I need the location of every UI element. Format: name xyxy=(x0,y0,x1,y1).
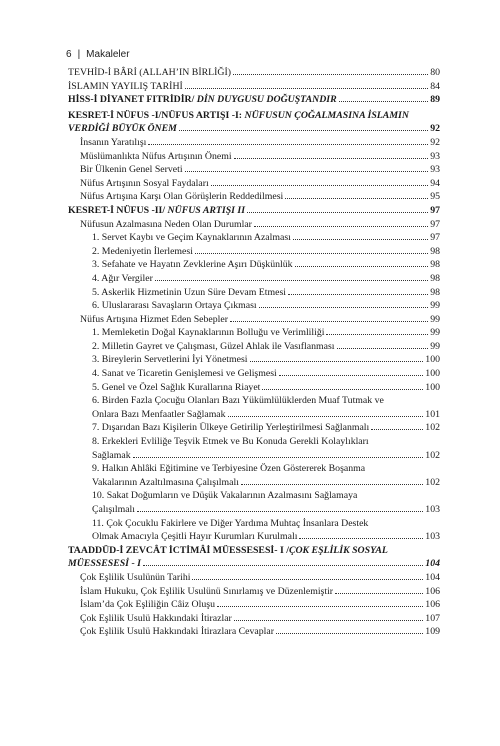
toc-entry-title: Bir Ülkenin Genel Serveti xyxy=(80,164,183,176)
toc-entry-page: 89 xyxy=(430,94,440,106)
toc-entry-page: 103 xyxy=(425,504,440,515)
toc-entry-title: 9. Halkın Ahlâki Eğitimine ve Terbiyesine Özen Göstererek Boşanma xyxy=(92,463,366,475)
toc-entry-title: KESRET-İ NÜFUS -II/ NÜFUS ARTIŞI II xyxy=(68,204,246,216)
toc-entry-title: TEVHİD-İ BÂRİ (ALLAH’IN BİRLİĞİ) xyxy=(68,67,231,78)
toc-entry-page: 107 xyxy=(425,612,440,624)
toc-entry-page: 100 xyxy=(425,368,440,380)
toc-entry-title: 6. Uluslararası Savaşların Ortaya Çıkması xyxy=(92,300,257,312)
toc-entry-title: 2. Milletin Gayret ve Çalışması, Güzel Ahlak ile Vasıflanması xyxy=(92,340,335,352)
toc-entry[interactable] xyxy=(68,353,440,367)
toc-entry[interactable]: 9. Halkın Ahlâki Eğitimine ve Terbiyesine Özen Göstererek Boşanma Vakalarının Azaltılmasına Çalışılmalı 102 xyxy=(92,463,440,488)
toc-entry[interactable] xyxy=(68,93,440,107)
toc-entry[interactable] xyxy=(68,286,440,300)
toc-entry-page: 98 xyxy=(430,286,440,298)
toc-entry-title: Nüfus Artışının Sosyal Faydaları xyxy=(80,177,209,189)
leader-dots xyxy=(185,171,429,172)
toc-entry-page: 104 xyxy=(425,558,440,570)
leader-dots xyxy=(155,280,428,281)
leader-dots xyxy=(133,457,424,458)
toc-entry[interactable] xyxy=(68,381,440,395)
toc-entry-title: 1. Servet Kaybı ve Geçim Kaynaklarının Azalması xyxy=(92,232,291,244)
page-number: 6 xyxy=(66,49,72,60)
toc-entry[interactable] xyxy=(68,625,440,639)
toc-entry-page: 80 xyxy=(430,67,440,78)
toc-entry[interactable] xyxy=(68,272,440,286)
toc-entry[interactable] xyxy=(68,571,440,585)
toc-entry-page: 93 xyxy=(430,164,440,176)
toc-entry-title: İnsanın Yaratılışı xyxy=(80,136,147,148)
leader-dots xyxy=(234,158,429,159)
toc-entry-title: 3. Bireylerin Servetlerini İyi Yönetmesi xyxy=(92,354,248,366)
leader-dots xyxy=(137,511,423,512)
toc-entry[interactable] xyxy=(68,340,440,354)
toc-entry[interactable] xyxy=(68,326,440,340)
toc-entry-page: 97 xyxy=(430,204,440,216)
toc-entry-title: 4. Ağır Vergiler xyxy=(92,272,153,284)
toc-entry-page: 104 xyxy=(425,571,440,583)
toc-entry-title: Nüfus Artışına Karşı Olan Görüşlerin Reddedilmesi xyxy=(80,191,284,203)
leader-dots xyxy=(285,198,428,199)
leader-dots xyxy=(254,226,428,227)
toc-entry[interactable] xyxy=(68,204,440,218)
toc-entry[interactable] xyxy=(68,177,440,191)
toc-entry-page: 98 xyxy=(430,259,440,271)
toc-entry[interactable] xyxy=(68,367,440,381)
toc-entry[interactable]: 10. Sakat Doğumların ve Düşük Vakalarının Azalmasını Sağlamaya Çalışılmalı 103 xyxy=(92,490,440,515)
toc-entry[interactable] xyxy=(68,190,440,204)
toc-entry-page: 98 xyxy=(430,245,440,257)
toc-entry-title: 10. Sakat Doğumların ve Düşük Vakalarının Azalmasını Sağlamaya xyxy=(92,490,358,502)
toc-entry[interactable] xyxy=(68,612,440,626)
leader-dots xyxy=(247,212,428,213)
leader-dots xyxy=(250,361,424,362)
leader-dots xyxy=(185,88,428,89)
table-of-contents xyxy=(68,66,440,639)
toc-entry-page: 93 xyxy=(430,150,440,162)
toc-entry[interactable] xyxy=(68,585,440,599)
leader-dots xyxy=(371,429,423,430)
toc-entry-title: 11. Çok Çocuklu Fakirlere ve Diğer Yardıma Muhtaç İnsanlara Destek xyxy=(92,517,369,529)
toc-entry[interactable] xyxy=(68,299,440,313)
toc-entry-page: 100 xyxy=(425,354,440,366)
toc-entry-page: 84 xyxy=(430,80,440,92)
toc-entry[interactable]: KESRET-İ NÜFUS -I/NÜFUS ARTIŞI -I: NÜFUSUN ÇOĞALMASINA İSLAMIN VERDİĞİ BÜYÜK ÖNEM 92 xyxy=(68,109,440,135)
toc-entry-title: KESRET-İ NÜFUS -I/NÜFUS ARTIŞI -I: NÜFUSUN ÇOĞALMASINA İSLAMIN xyxy=(68,109,409,121)
toc-entry[interactable] xyxy=(68,245,440,259)
leader-dots xyxy=(262,389,423,390)
toc-entry-page: 109 xyxy=(425,626,440,638)
toc-entry-page: 99 xyxy=(430,300,440,312)
leader-dots xyxy=(326,334,428,335)
toc-entry-page: 106 xyxy=(425,585,440,597)
toc-entry-page: 102 xyxy=(425,476,440,488)
leader-dots xyxy=(230,321,428,322)
leader-dots xyxy=(217,606,423,607)
toc-entry[interactable] xyxy=(68,150,440,164)
toc-entry-title: Çok Eşlilik Usulü Hakkındaki İtirazlara Cevaplar xyxy=(80,626,274,638)
leader-dots xyxy=(241,484,423,485)
leader-dots xyxy=(288,294,428,295)
toc-entry[interactable] xyxy=(68,163,440,177)
toc-entry[interactable] xyxy=(68,218,440,232)
toc-entry-title: Çok Eşlilik Usulü Hakkındaki İtirazlar xyxy=(80,612,232,624)
running-title: Makaleler xyxy=(86,49,130,60)
toc-entry[interactable] xyxy=(68,80,440,94)
toc-entry-page: 99 xyxy=(430,313,440,325)
page-header xyxy=(66,49,130,60)
leader-dots xyxy=(339,101,429,102)
toc-entry-title: HİSS-İ DİYANET FITRİDİR/ DİN DUYGUSU DOĞUŞTANDIR xyxy=(68,94,337,106)
toc-entry-title: 3. Sefahate ve Hayatın Zevklerine Aşırı Düşkünlük xyxy=(92,259,293,271)
toc-entry-title: Nüfusun Azalmasına Neden Olan Durumlar xyxy=(80,218,252,230)
toc-entry-page: 102 xyxy=(425,422,440,434)
toc-entry-title: 7. Dışarıdan Bazı Kişilerin Ülkeye Getirilip Yerleştirilmesi Sağlanmalı xyxy=(92,422,370,434)
toc-entry-title: Nüfus Artışına Hizmet Eden Sebepler xyxy=(80,313,229,325)
toc-entry[interactable] xyxy=(68,231,440,245)
toc-entry-page: 102 xyxy=(425,449,440,461)
toc-entry[interactable]: 6. Birden Fazla Çocuğu Olanları Bazı Yükümlülüklerden Muaf Tutmak ve Onlara Bazı Menfaatler Sağlamak 101 xyxy=(92,395,440,420)
toc-entry-title: 5. Askerlik Hizmetinin Uzun Süre Devam Etmesi xyxy=(92,286,286,298)
leader-dots xyxy=(335,593,423,594)
toc-entry-page: 99 xyxy=(430,340,440,352)
toc-entry-page: 106 xyxy=(425,599,440,611)
leader-dots xyxy=(259,307,429,308)
leader-dots xyxy=(293,239,428,240)
toc-entry-page: 97 xyxy=(430,232,440,244)
toc-entry-page: 92 xyxy=(430,123,440,135)
toc-entry-title: 6. Birden Fazla Çocuğu Olanları Bazı Yükümlülüklerden Muaf Tutmak ve xyxy=(92,395,384,407)
leader-dots xyxy=(234,620,423,621)
toc-entry[interactable] xyxy=(68,313,440,327)
toc-entry-title: 2. Medeniyetin İlerlemesi xyxy=(92,245,193,257)
leader-dots xyxy=(337,348,429,349)
toc-entry[interactable]: 8. Erkekleri Evliliğe Teşvik Etmek ve Bu Konuda Gerekli Kolaylıkları Sağlamak 102 xyxy=(92,436,440,461)
toc-entry[interactable] xyxy=(68,136,440,150)
toc-entry-title: İslam Hukuku, Çok Eşlilik Usulünü Sınırlamış ve Düzenlemiştir xyxy=(80,585,334,597)
toc-entry-title: İSLAMIN YAYILIŞ TARİHİ xyxy=(68,80,183,92)
leader-dots xyxy=(279,375,424,376)
toc-entry[interactable] xyxy=(68,598,440,612)
toc-entry-page: 99 xyxy=(430,327,440,339)
leader-dots xyxy=(148,144,428,145)
toc-entry[interactable]: 11. Çok Çocuklu Fakirlere ve Diğer Yardıma Muhtaç İnsanlara Destek Olmak Amacıyla Çeşitli Hayır Kurumları Kurulmalı 103 xyxy=(92,517,440,543)
toc-entry-title: TAADDÜD-İ ZEVCÂT İCTİMÂİ MÜESSESESİ- I /ÇOK EŞLİLİK SOSYAL xyxy=(68,544,388,556)
leader-dots xyxy=(228,416,424,417)
toc-entry-page: 98 xyxy=(430,272,440,284)
leader-dots xyxy=(192,579,423,580)
leader-dots xyxy=(276,633,423,634)
toc-entry-title: 8. Erkekleri Evliliğe Teşvik Etmek ve Bu Konuda Gerekli Kolaylıkları xyxy=(92,436,369,448)
toc-entry-title: 1. Memleketin Doğal Kaynaklarının Bolluğu ve Verimliliği xyxy=(92,327,325,339)
leader-dots xyxy=(295,266,429,267)
leader-dots xyxy=(299,538,423,539)
toc-entry-title: 5. Genel ve Özel Sağlık Kurallarına Riayet xyxy=(92,381,261,393)
toc-entry-page: 97 xyxy=(430,218,440,230)
toc-entry-title: İslam’da Çok Eşliliğin Câiz Oluşu xyxy=(80,599,215,611)
toc-entry-page: 100 xyxy=(425,381,440,393)
toc-entry-page: 94 xyxy=(430,177,440,189)
leader-dots xyxy=(179,130,428,131)
toc-entry[interactable] xyxy=(68,421,440,435)
toc-entry[interactable] xyxy=(68,258,440,272)
toc-entry[interactable]: TAADDÜD-İ ZEVCÂT İCTİMÂİ MÜESSESESİ- I /ÇOK EŞLİLİK SOSYAL MÜESSESESİ - I 104 xyxy=(68,544,440,570)
toc-entry-page: 103 xyxy=(425,531,440,543)
leader-dots xyxy=(211,185,428,186)
toc-entry-page: 95 xyxy=(430,191,440,203)
leader-dots xyxy=(143,565,423,566)
toc-entry-page: 92 xyxy=(430,136,440,148)
toc-entry-title: 4. Sanat ve Ticaretin Genişlemesi ve Gelişmesi xyxy=(92,368,277,380)
toc-entry-page: 101 xyxy=(425,408,440,420)
toc-entry-title: Çok Eşlilik Usulünün Tarihi xyxy=(80,571,191,583)
leader-dots xyxy=(233,74,428,75)
toc-entry[interactable] xyxy=(68,66,440,80)
toc-entry-title: Müslümanlıkta Nüfus Artışının Önemi xyxy=(80,150,232,162)
header-separator: | xyxy=(77,49,81,60)
leader-dots xyxy=(195,253,428,254)
